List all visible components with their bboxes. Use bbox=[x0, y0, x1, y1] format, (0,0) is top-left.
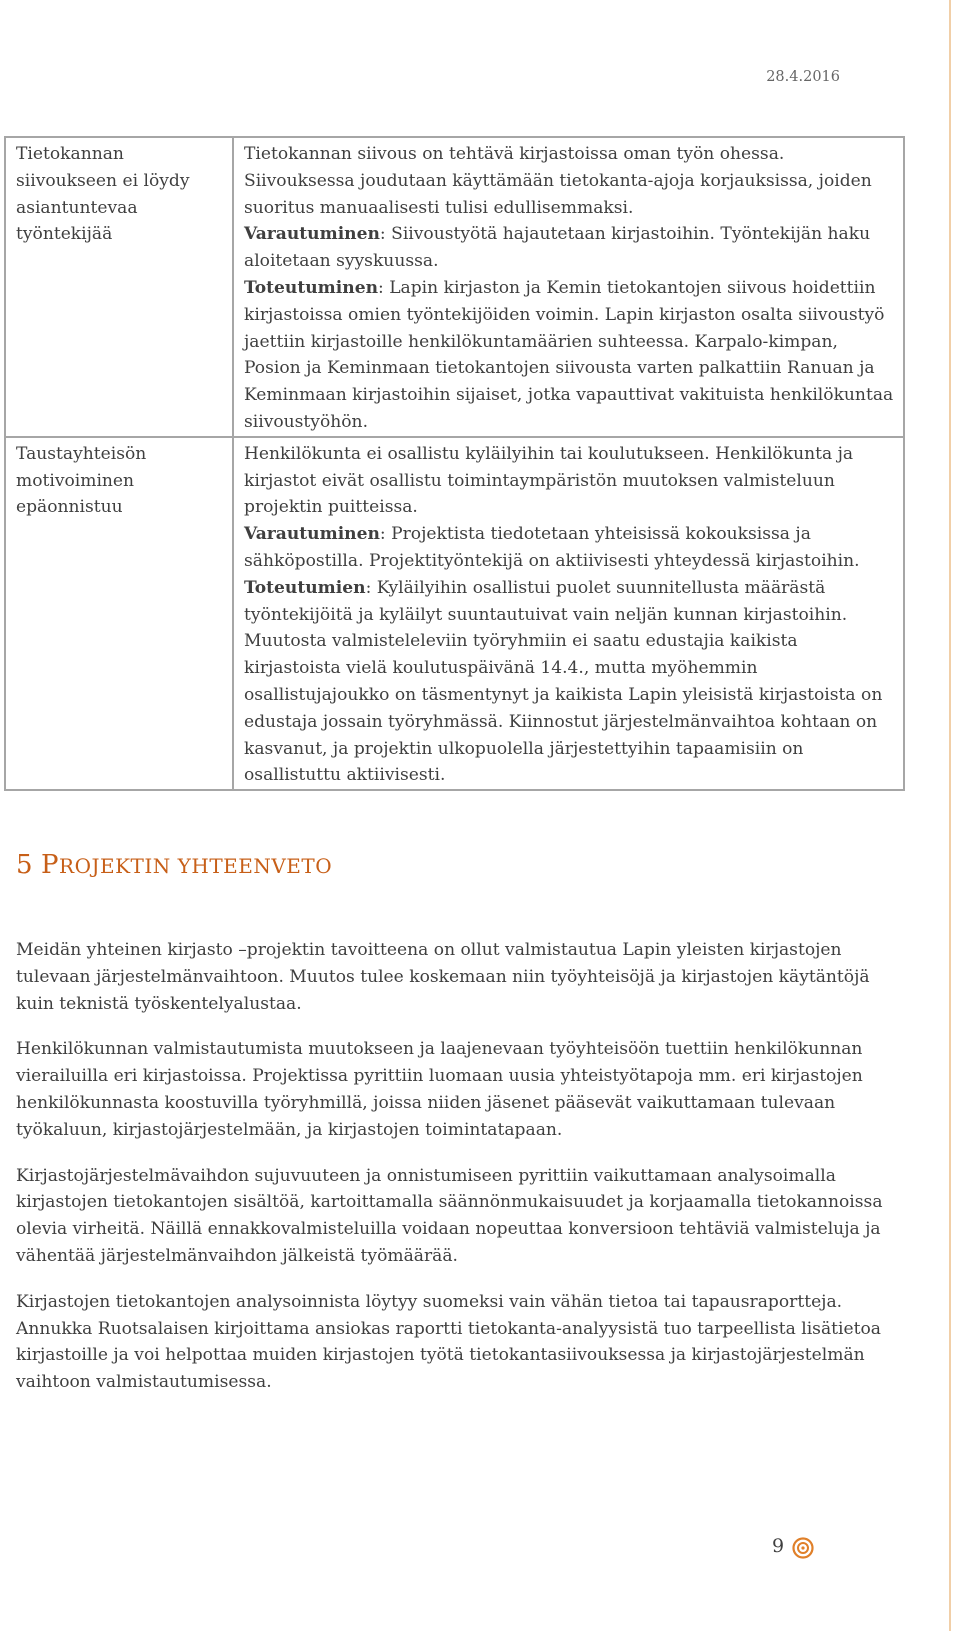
heading-rest-2: YHTEENVETO bbox=[177, 854, 333, 878]
page-number: 9 bbox=[772, 1535, 785, 1557]
summary-body bbox=[16, 937, 896, 1415]
summary-paragraph: Kirjastojen tietokantojen analysoinnista löytyy suomeksi vain vähän tietoa tai tapausraportteja. Annukka Ruotsalaisen kirjoittama ansiokas raportti tietokanta-analyysistä tuo tarpeellista lisätietoa kirjastoille ja voi helpottaa muiden kirjastojen työtä tietokantasiivouksessa ja kirjastojärjestelmän vaihtoon valmistautumisessa. bbox=[16, 1291, 881, 1393]
heading-rest-1: ROJEKTIN bbox=[59, 854, 178, 878]
risk-description-cell bbox=[233, 137, 904, 437]
preparation-label: Varautuminen bbox=[244, 524, 380, 545]
table-row bbox=[5, 137, 904, 437]
risk-name-cell: Tietokannan siivoukseen ei löydy asiantuntevaa työntekijää bbox=[5, 137, 233, 437]
preparation-text: : Siivoustyötä hajautetaan kirjastoihin. Työntekijän haku aloitetaan syyskuussa. bbox=[244, 224, 871, 272]
implementation-text: : Lapin kirjaston ja Kemin tietokantojen siivous hoidettiin kirjastoissa omien työntekijöiden voimin. Lapin kirjaston osalta siivoustyö jaettiin kirjastoille henkilökuntamäärien suhteessa. Karpalo-kimpan, Posion ja Keminmaan tietokantojen siivousta varten palkattiin Ranuan ja Keminmaan kirjastoihin sijaiset, jotka vapauttivat vakituista henkilökuntaa siivoustyöhön. bbox=[244, 277, 894, 432]
risk-description-cell bbox=[233, 437, 904, 790]
risk-table bbox=[4, 136, 905, 791]
implementation-label: Toteutuminen bbox=[244, 277, 378, 298]
risk-intro-text: Tietokannan siivous on tehtävä kirjastoissa oman työn ohessa. Siivouksessa joudutaan käyttämään tietokanta-ajoja korjauksissa, joiden suoritus manuaalisesti tulisi edullisemmaksi. bbox=[244, 144, 872, 218]
risk-intro-text: Henkilökunta ei osallistu kyläilyihin tai koulutukseen. Henkilökunta ja kirjastot eivät osallistu toimintaympäristön muutoksen valmisteluun projektin puitteissa. bbox=[244, 443, 854, 518]
summary-paragraph: Kirjastojärjestelmävaihdon sujuvuuteen ja onnistumiseen pyrittiin vaikuttamaan analysoimalla kirjastojen tietokantojen sisältöä, kartoittamalla säännönmukaisuudet ja korjaamalla tietokannoissa olevia virheitä. Näillä ennakkovalmisteluilla voidaan nopeuttaa konversioon tehtäviä valmisteluja ja vähentää järjestelmänvaihdon jälkeistä työmäärää. bbox=[16, 1165, 883, 1266]
section-heading bbox=[16, 850, 332, 880]
preparation-label: Varautuminen bbox=[244, 224, 380, 245]
summary-paragraph: Henkilökunnan valmistautumista muutokseen ja laajenevaan työyhteisöön tuettiin henkilökunnan vierailuilla eri kirjastoissa. Projektissa pyrittiin luomaan uusia yhteistyötapoja mm. eri kirjastojen henkilökunnasta koostuvilla työryhmillä, joissa niiden jäsenet pääsevät vaikuttamaan tulevaan työkaluun, kirjastojärjestelmään, ja kirjastojen toimintatapaan. bbox=[16, 1039, 863, 1140]
preparation-text: : Projektista tiedotetaan yhteisissä kokouksissa ja sähköpostilla. Projektityöntekijä on aktiivisesti yhteydessä kirjastoihin. bbox=[244, 524, 860, 571]
risk-name-cell: Taustayhteisön motivoiminen epäonnistuu bbox=[5, 437, 233, 790]
implementation-text: : Kyläilyihin osallistui puolet suunnitellusta määrästä työntekijöitä ja kyläilyt suuntautuivat vain neljän kunnan kirjastoihin. Muutosta valmisteleleviin työryhmiin ei saatu edustajia kaikista kirjastoista vielä koulutuspäivänä 14.4., mutta myöhemmin osallistujajoukko on täsmentynyt ja kaikista Lapin yleisistä kirjastoista on edustaja jossain työryhmässä. Kiinnostut järjestelmänvaihtoa kohtaan on kasvanut, ja projektin ulkopuolella järjestettyihin tapaamisiin on osallistuttu aktiivisesti. bbox=[244, 577, 883, 786]
section-number: 5 bbox=[16, 850, 34, 880]
summary-paragraph: Meidän yhteinen kirjasto –projektin tavoitteena on ollut valmistautua Lapin yleisten kirjastojen tulevaan järjestelmänvaihtoon. Muutos tulee koskemaan niin työyhteisöjä ja kirjastojen käytäntöjä kuin teknistä työskentelyalustaa. bbox=[16, 940, 870, 1014]
heading-initial: P bbox=[41, 850, 60, 880]
table-row bbox=[5, 437, 904, 790]
implementation-label: Toteutumien bbox=[244, 577, 366, 598]
header-date: 28.4.2016 bbox=[766, 69, 840, 85]
concentric-circles-icon bbox=[792, 1537, 814, 1563]
page-edge-line bbox=[949, 0, 951, 1631]
